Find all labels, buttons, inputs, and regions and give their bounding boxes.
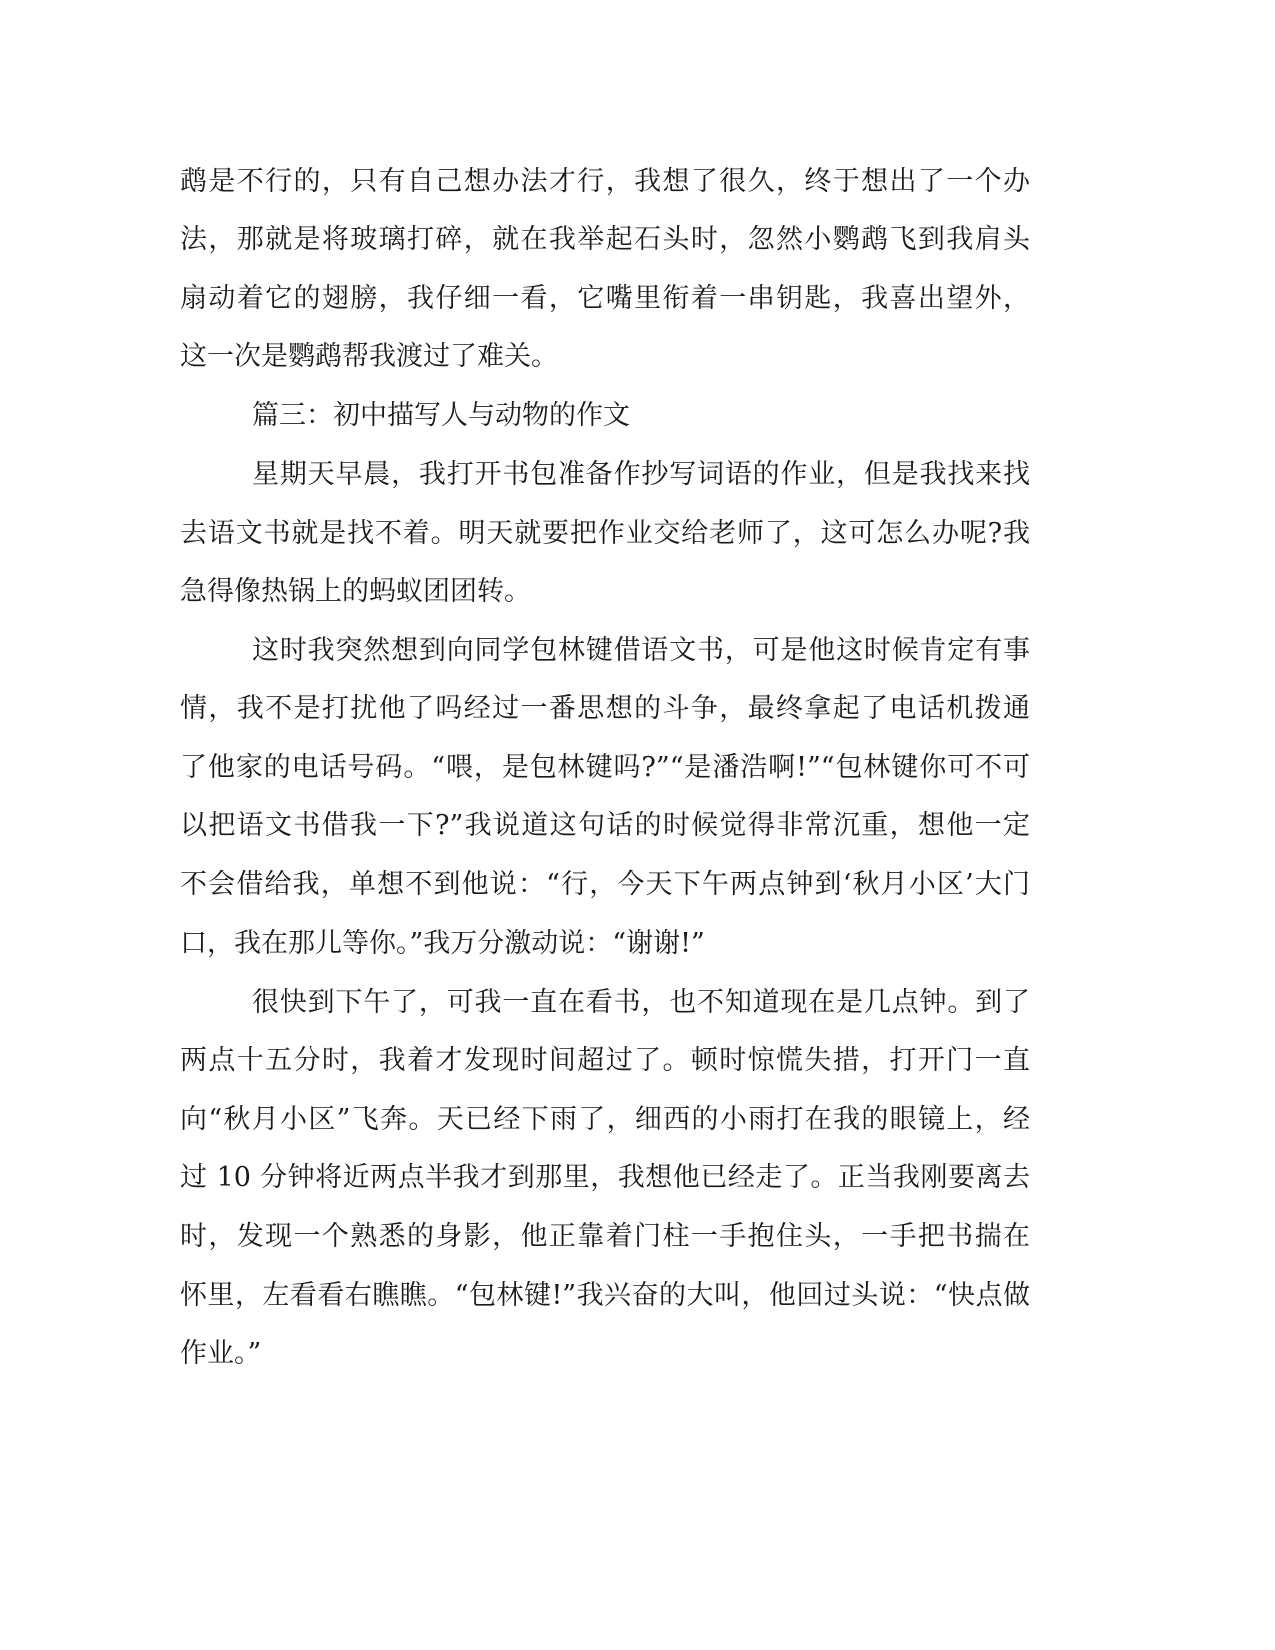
text-line: 这一次是鹦鹉帮我渡过了难关。 bbox=[180, 341, 558, 372]
text-line: 这时我突然想到向同学包林键借语文书，可是他这时候肯定有事 bbox=[252, 635, 1030, 666]
text-line: 时，发现一个熟悉的身影，他正靠着门柱一手抱住头，一手把书揣在 bbox=[180, 1221, 1030, 1252]
text-line: 扇动着它的翅膀，我仔细一看，它嘴里衔着一串钥匙，我喜出望外， bbox=[180, 283, 1030, 314]
text-line: 去语文书就是找不着。明天就要把作业交给老师了，这可怎么办呢?我 bbox=[180, 518, 1030, 549]
text-line: 不会借给我，单想不到他说：“行，今天下午两点钟到‘秋月小区’大门 bbox=[180, 869, 1030, 900]
text-line: 了他家的电话号码。“喂，是包林键吗?”“是潘浩啊!”“包林键你可不可 bbox=[180, 752, 1030, 783]
text-line: 作业。” bbox=[180, 1338, 262, 1369]
text-line: 鹉是不行的，只有自己想办法才行，我想了很久，终于想出了一个办 bbox=[180, 166, 1030, 197]
text-line: 以把语文书借我一下?”我说道这句话的时候觉得非常沉重，想他一定 bbox=[180, 810, 1030, 841]
section-heading: 篇三：初中描写人与动物的作文 bbox=[252, 400, 630, 431]
text-line: 过 10 分钟将近两点半我才到那里，我想他已经走了。正当我刚要离去 bbox=[180, 1162, 1030, 1193]
text-line: 法，那就是将玻璃打碎，就在我举起石头时，忽然小鹦鹉飞到我肩头 bbox=[180, 224, 1030, 255]
text-line: 急得像热锅上的蚂蚁团团转。 bbox=[180, 576, 531, 607]
text-line: 两点十五分时，我着才发现时间超过了。顿时惊慌失措，打开门一直 bbox=[180, 1045, 1030, 1076]
text-line: 很快到下午了，可我一直在看书，也不知道现在是几点钟。到了 bbox=[252, 987, 1030, 1018]
text-line: 口，我在那儿等你。”我万分激动说：“谢谢!” bbox=[180, 928, 705, 959]
text-line: 向“秋月小区”飞奔。天已经下雨了，细西的小雨打在我的眼镜上，经 bbox=[180, 1104, 1030, 1135]
text-line: 情，我不是打扰他了吗经过一番思想的斗争，最终拿起了电话机拨通 bbox=[180, 693, 1030, 724]
text-line: 星期天早晨，我打开书包准备作抄写词语的作业，但是我找来找 bbox=[252, 459, 1030, 490]
text-line: 怀里，左看看右瞧瞧。“包林键!”我兴奋的大叫，他回过头说：“快点做 bbox=[180, 1280, 1030, 1311]
